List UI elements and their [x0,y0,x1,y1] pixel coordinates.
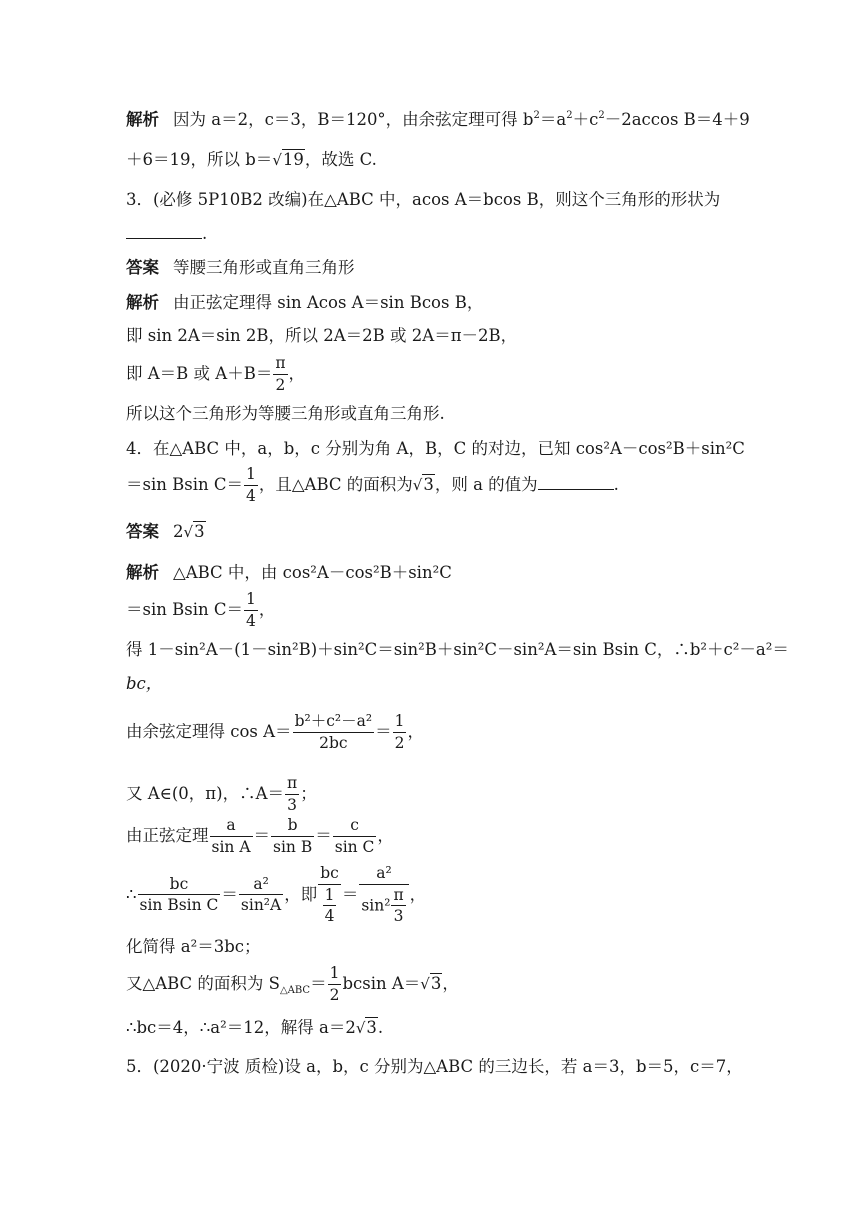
fraction: $\frac{bc}{\frac{1}{4}}$ [320,864,339,925]
q4-stem: ，且△ABC 的面积为 [258,475,413,494]
fraction: $\frac{bc}{\text{sin Bsin C}}$ [139,874,219,915]
q2-text: ＋6＝19，所以 b＝ [126,150,273,169]
q4-stem: 在△ABC 中，a，b，c 分别为角 A，B，C 的对边，已知 cos²A－cos²B＋sin²C [153,439,745,458]
fraction: $\frac{\pi}{3}$ [287,774,298,814]
q4-solution-line-6 [126,776,317,813]
q4-solution: ， [258,600,276,619]
q4-solution-line-8 [126,866,426,925]
q4-solution-line-7 [126,818,394,855]
q4-solution: ， [377,826,394,845]
q4-solution-line-3 [126,642,789,659]
q4-solution: 由正弦定理 [126,826,209,845]
equals-sign: ＝ [315,826,332,845]
q4-solution-line-11 [126,1020,383,1037]
q2-text: ＋c [572,110,599,129]
subscript: △ABC [279,985,311,996]
fraction: $\frac{a}{\text{sin A}}$ [211,816,251,856]
q4-stem: ，则 a 的值为 [434,475,538,494]
q3-answer [126,260,355,277]
fraction: $\frac{1}{2}$ [329,964,340,1004]
sqrt-3: √3 [355,1018,377,1037]
sqrt-3: √3 [420,974,442,993]
analysis-label: 解析 [126,293,159,312]
q2-text: ＝a [539,110,567,129]
q3-stem-line-1 [126,192,720,209]
q4-solution: ＝ [375,722,392,741]
fraction: $\frac{\text{b²＋c²－a²}}{2bc}$ [294,712,373,752]
answer-label: 答案 [126,522,159,541]
answer-text: 等腰三角形或直角三角形 [173,258,355,277]
q3-solution: 即 A＝B 或 A＋B＝ [126,364,273,383]
q3-solution-line-1 [126,295,483,312]
q3-solution: 由正弦定理得 sin Acos A＝sin Bcos B， [173,293,484,312]
q3-stem: (必修 5P10B2 改编)在△ABC 中，acos A＝bcos B，则这个三角形的形状为 [153,190,721,209]
q2-solution-line-1: 解析 因为 a＝2，c＝3，B＝120°，由余弦定理可得 $b^2=a^2+c^2-2accos$ B＝4＋9 [126,110,750,129]
q4-solution: ＝sin Bsin C＝ [126,600,243,619]
q3-solution: ， [288,364,306,383]
q4-solution: bcsin A＝ [342,974,421,993]
q3-solution-line-3 [126,356,305,393]
q4-stem-line-2 [126,467,619,504]
q3-solution: 所以这个三角形为等腰三角形或直角三角形. [126,404,445,423]
fraction: $\frac{\pi}{2}$ [275,354,286,394]
analysis-label: 解析 [126,110,159,129]
q4-solution: bc， [126,674,163,693]
fraction: $\frac{c}{\text{sin C}}$ [334,816,375,856]
q4-solution: 由余弦定理得 cos A＝ [126,722,292,741]
q5-stem-line-1 [126,1059,743,1076]
q2-text: ，故选 C. [304,150,377,169]
q3-solution: 即 sin 2A＝sin 2B，所以 2A＝2B 或 2A＝π－2B， [126,326,518,345]
q4-solution-line-4 [126,676,162,693]
q2-text: －2accos B＝4＋9 [604,110,750,129]
q4-solution: ； [300,784,317,803]
q4-stem: . [613,475,619,494]
q2-solution-line-2 [126,152,377,169]
q4-solution: ＝ [310,974,327,993]
q4-solution: 又△ABC 的面积为 S [126,974,280,993]
q2-text: 因为 a＝2，c＝3，B＝120°，由余弦定理可得 b [173,110,534,129]
answer-text: 2 [173,522,184,541]
q4-solution-line-2 [126,592,275,629]
answer-label: 答案 [126,258,159,277]
q4-solution: . [377,1018,384,1037]
fraction: $\frac{\text{a²}}{\text{sin²A}}$ [240,874,282,915]
q4-solution: ， [442,974,459,993]
q4-solution-line-10 [126,966,459,1003]
q3-stem-line-2 [126,224,207,243]
answer-blank [126,224,202,239]
q5-stem: (2020·宁波 质检)设 a，b，c 分别为△ABC 的三边长，若 a＝3，b＝5，c＝7， [153,1057,743,1076]
q4-stem-line-1 [126,441,745,458]
q4-solution-line-9 [126,939,261,956]
q4-solution: ， [407,722,424,741]
fraction: $\frac{1}{2}$ [394,712,405,752]
q3-solution-line-4 [126,406,445,423]
equals-sign: ＝ [221,884,238,904]
equals-sign: ＝ [253,826,271,845]
sqrt-19: √19 [272,150,304,169]
fraction: $\frac{1}{4}$ [245,590,256,630]
q4-solution: △ABC 中，由 cos²A－cos²B＋sin²C [173,563,452,582]
q4-answer [126,524,206,541]
q3-stem: . [202,224,208,243]
answer-blank [538,475,614,490]
q4-solution-line-5 [126,714,424,751]
q4-solution: ，即 [284,884,318,904]
q4-solution: ， [409,884,427,904]
question-number: 4． [126,439,153,458]
analysis-label: 解析 [126,563,159,582]
q4-stem: ＝sin Bsin C＝ [126,475,243,494]
q4-solution-line-1 [126,565,452,582]
q4-solution: ∴ [126,884,137,904]
q3-solution-line-2 [126,328,517,345]
fraction: $\frac{1}{4}$ [245,465,256,505]
equals-sign: ＝ [341,884,359,904]
q4-solution: 化简得 a²＝3bc； [126,937,261,956]
sqrt-3: √3 [412,475,434,494]
fraction: a² sin² $\frac{\pi}{3}$ [359,866,408,925]
fraction: $\frac{b}{\text{sin B}}$ [273,816,313,856]
q4-solution: 又 A∈(0，π)，∴A＝ [126,784,285,803]
sqrt-3: √3 [183,522,205,541]
question-number: 3． [126,190,153,209]
q4-solution: 得 1－sin²A－(1－sin²B)＋sin²C＝sin²B＋sin²C－sin²A＝sin Bsin C，∴b²＋c²－a²＝ [126,640,789,659]
question-number: 5． [126,1057,153,1076]
q4-solution: ∴bc＝4，∴a²＝12，解得 a＝2 [126,1018,356,1037]
